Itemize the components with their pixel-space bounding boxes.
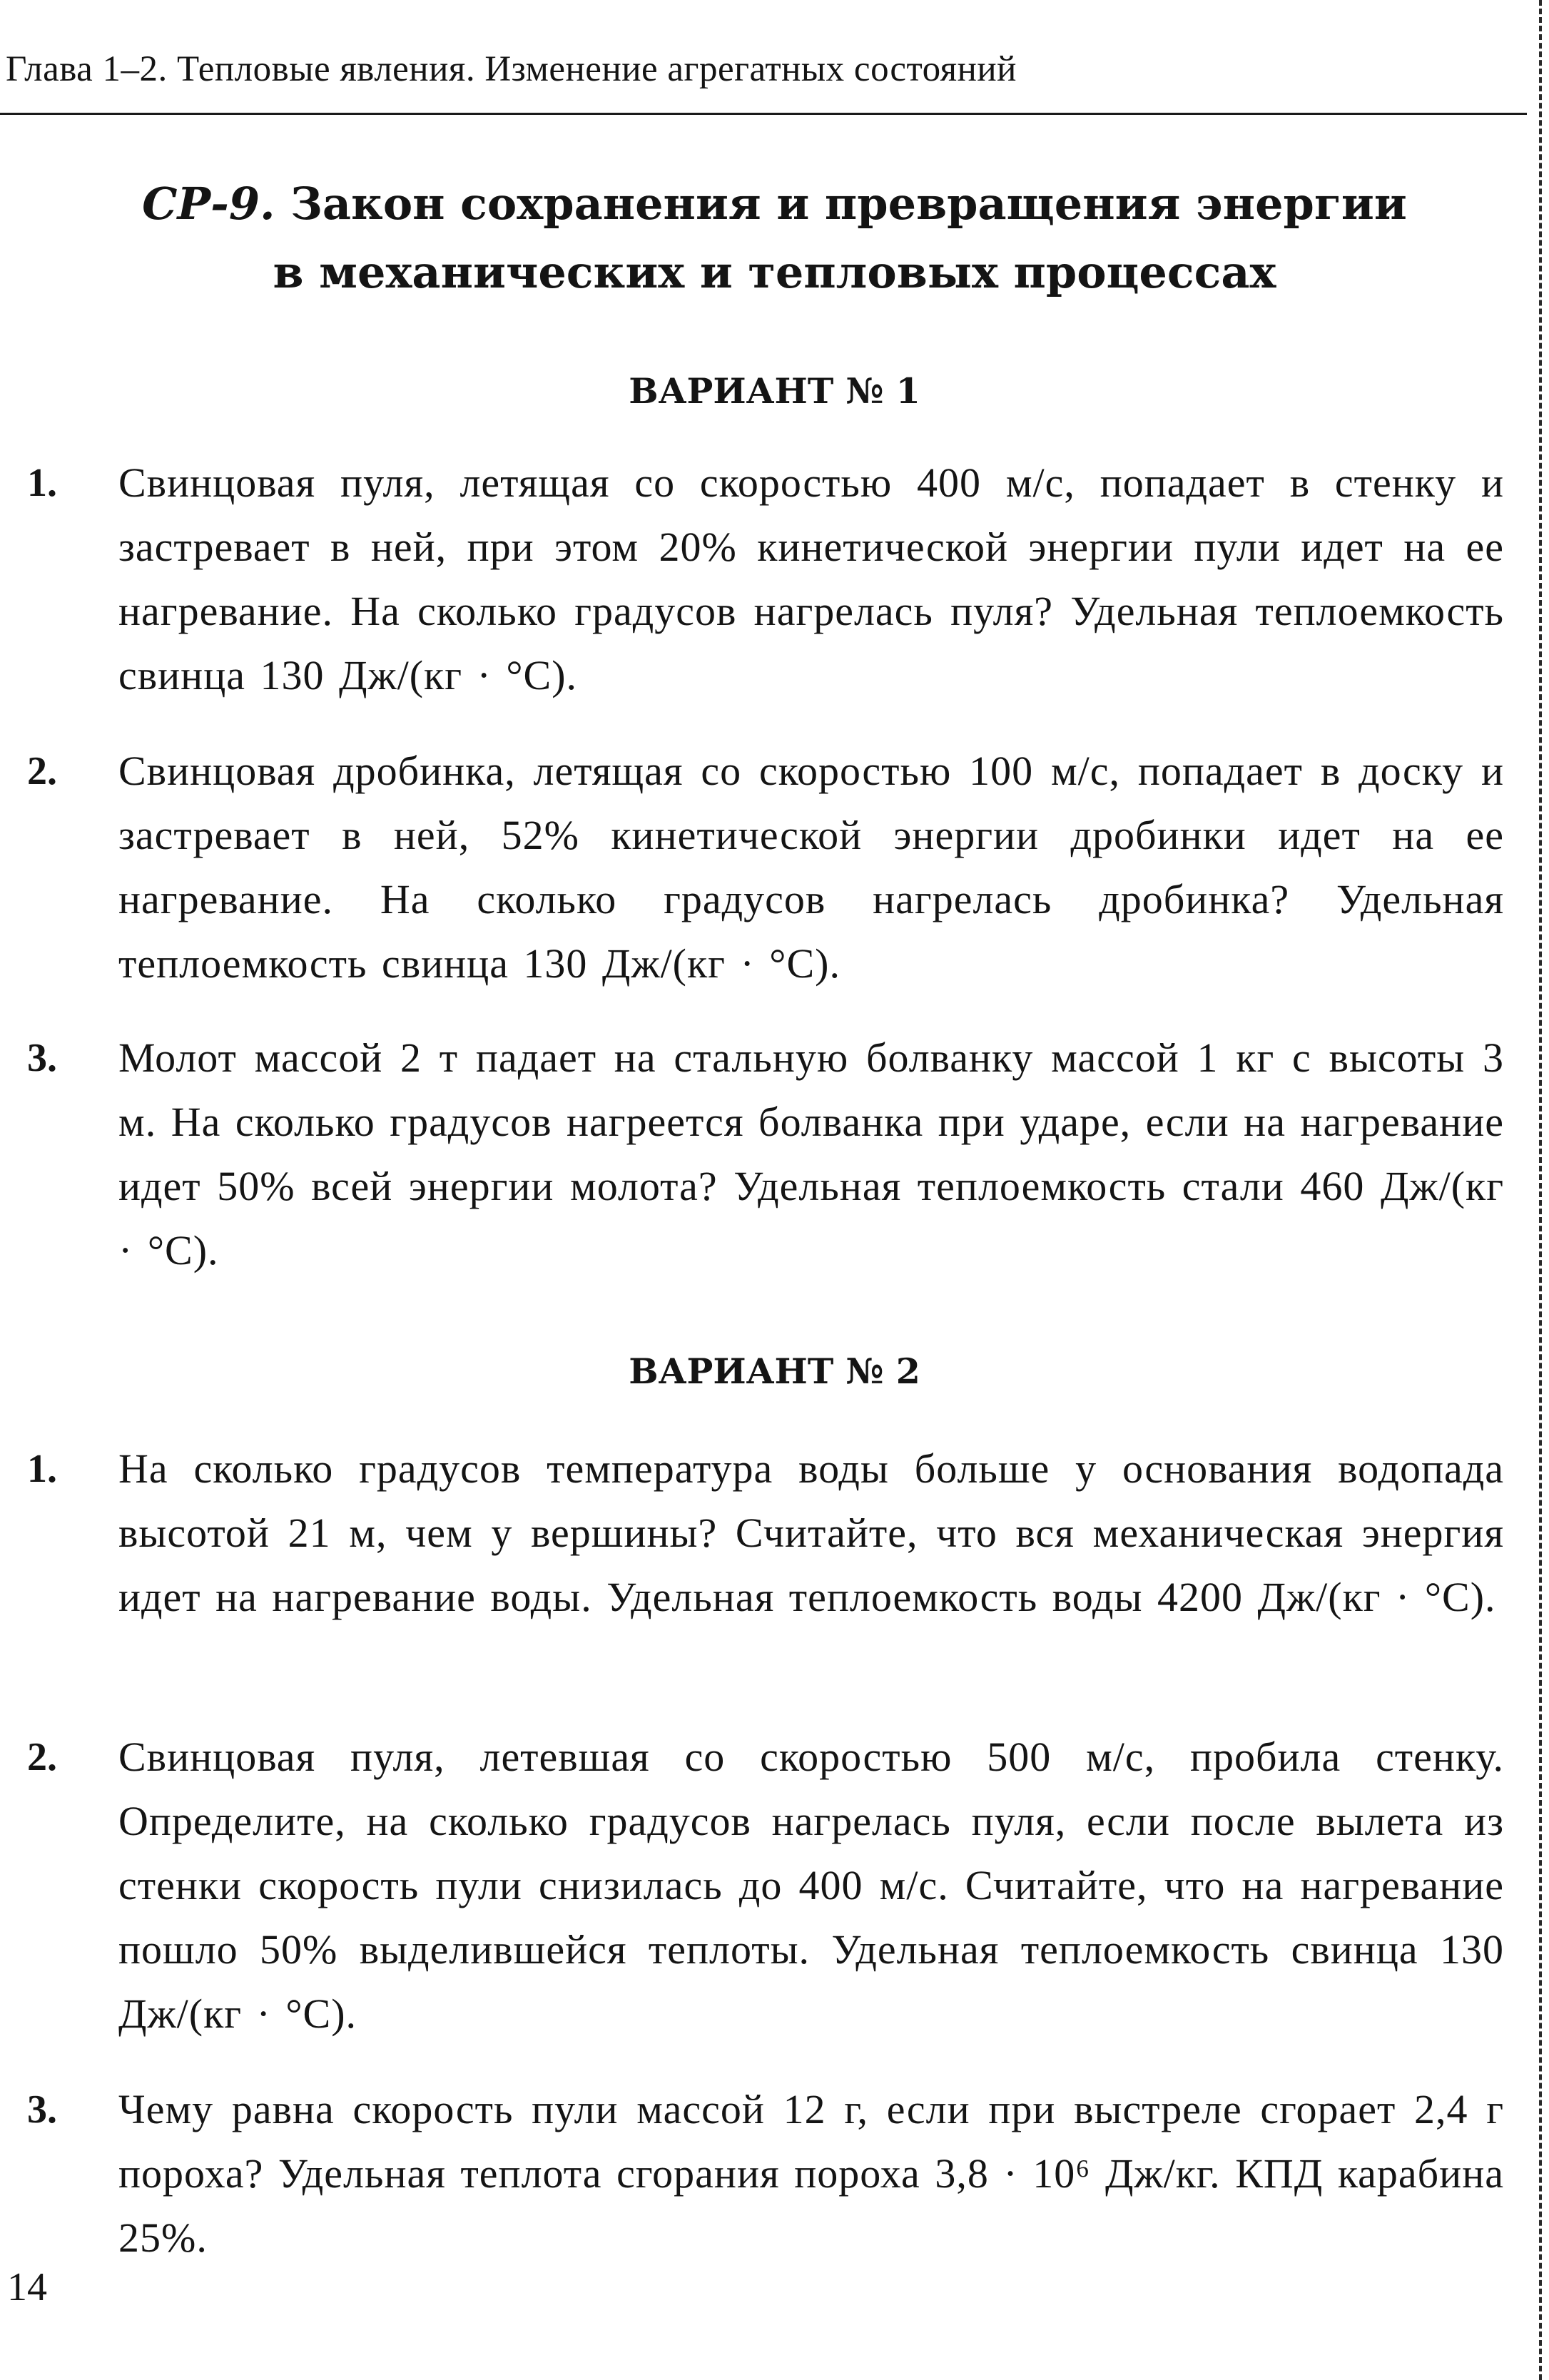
task-number: 1. (27, 461, 57, 505)
task-text: Свинцовая дробинка, летящая со скоростью 100 м/с, попадает в доску и застревает в ней, 52% кинетической энергии дробинки идет на ее нагревание. На сколько градусов нагрелась дробинка? Удельная теплоемкость свинца 130 Дж/(кг · °С). (118, 748, 1504, 987)
cut-line (1539, 0, 1542, 2380)
task-number: 3. (27, 1036, 57, 1080)
running-head: Глава 1–2. Тепловые явления. Изменение агрегатных состояний (6, 49, 1017, 89)
variant-1-heading: ВАРИАНТ № 1 (629, 370, 920, 412)
title-line-2: в механических и тепловых процессах (273, 246, 1276, 298)
task-number: 3. (27, 2087, 57, 2132)
task-text: Свинцовая пуля, летящая со скоростью 400 м/с, попадает в стенку и застревает в ней, при этом 20% кинетической энергии пули идет на ее нагревание. На сколько градусов нагрелась пуля? Удельная теплоемкость свинца 130 Дж/(кг · °С). (118, 459, 1504, 698)
page-number: 14 (7, 2265, 47, 2309)
task-text: На сколько градусов температура воды больше у основания водопада высотой 21 м, чем у вершины? Считайте, что вся механическая энергия идет на нагревание воды. Удельная теплоемкость воды 4200 Дж/(кг · °С). (118, 1445, 1504, 1620)
task-text: Чему равна скорость пули массой 12 г, если при выстреле сгорает 2,4 г пороха? Удельная теплота сгорания пороха 3,8 · 10⁶ Дж/кг. КПД карабина 25%. (118, 2086, 1504, 2261)
task-number: 1. (27, 1447, 57, 1491)
task-text: Свинцовая пуля, летевшая со скоростью 500 м/с, пробила стенку. Определите, на сколько градусов нагрелась пуля, если после вылета из стенки скорость пули снизилась до 400 м/с. Считайте, что на нагревание пошло 50% выделившейся теплоты. Удельная теплоемкость свинца 130 Дж/(кг · °С). (118, 1734, 1504, 2037)
worksheet-title (0, 170, 1549, 307)
title-code: СР-9. (142, 178, 275, 230)
task-number: 2. (27, 1735, 57, 1779)
title-line-1-text: Закон сохранения и превращения энергии (275, 178, 1407, 230)
header-rule (0, 113, 1527, 115)
task-text: Молот массой 2 т падает на стальную болванку массой 1 кг с высоты 3 м. На сколько градусов нагреется болванка при ударе, если на нагревание идет 50% всей энергии молота? Удельная теплоемкость стали 460 Дж/(кг · °С). (118, 1034, 1504, 1273)
title-line-1 (0, 170, 1549, 238)
variant-2-heading: ВАРИАНТ № 2 (629, 1351, 920, 1392)
task-number: 2. (27, 749, 57, 793)
